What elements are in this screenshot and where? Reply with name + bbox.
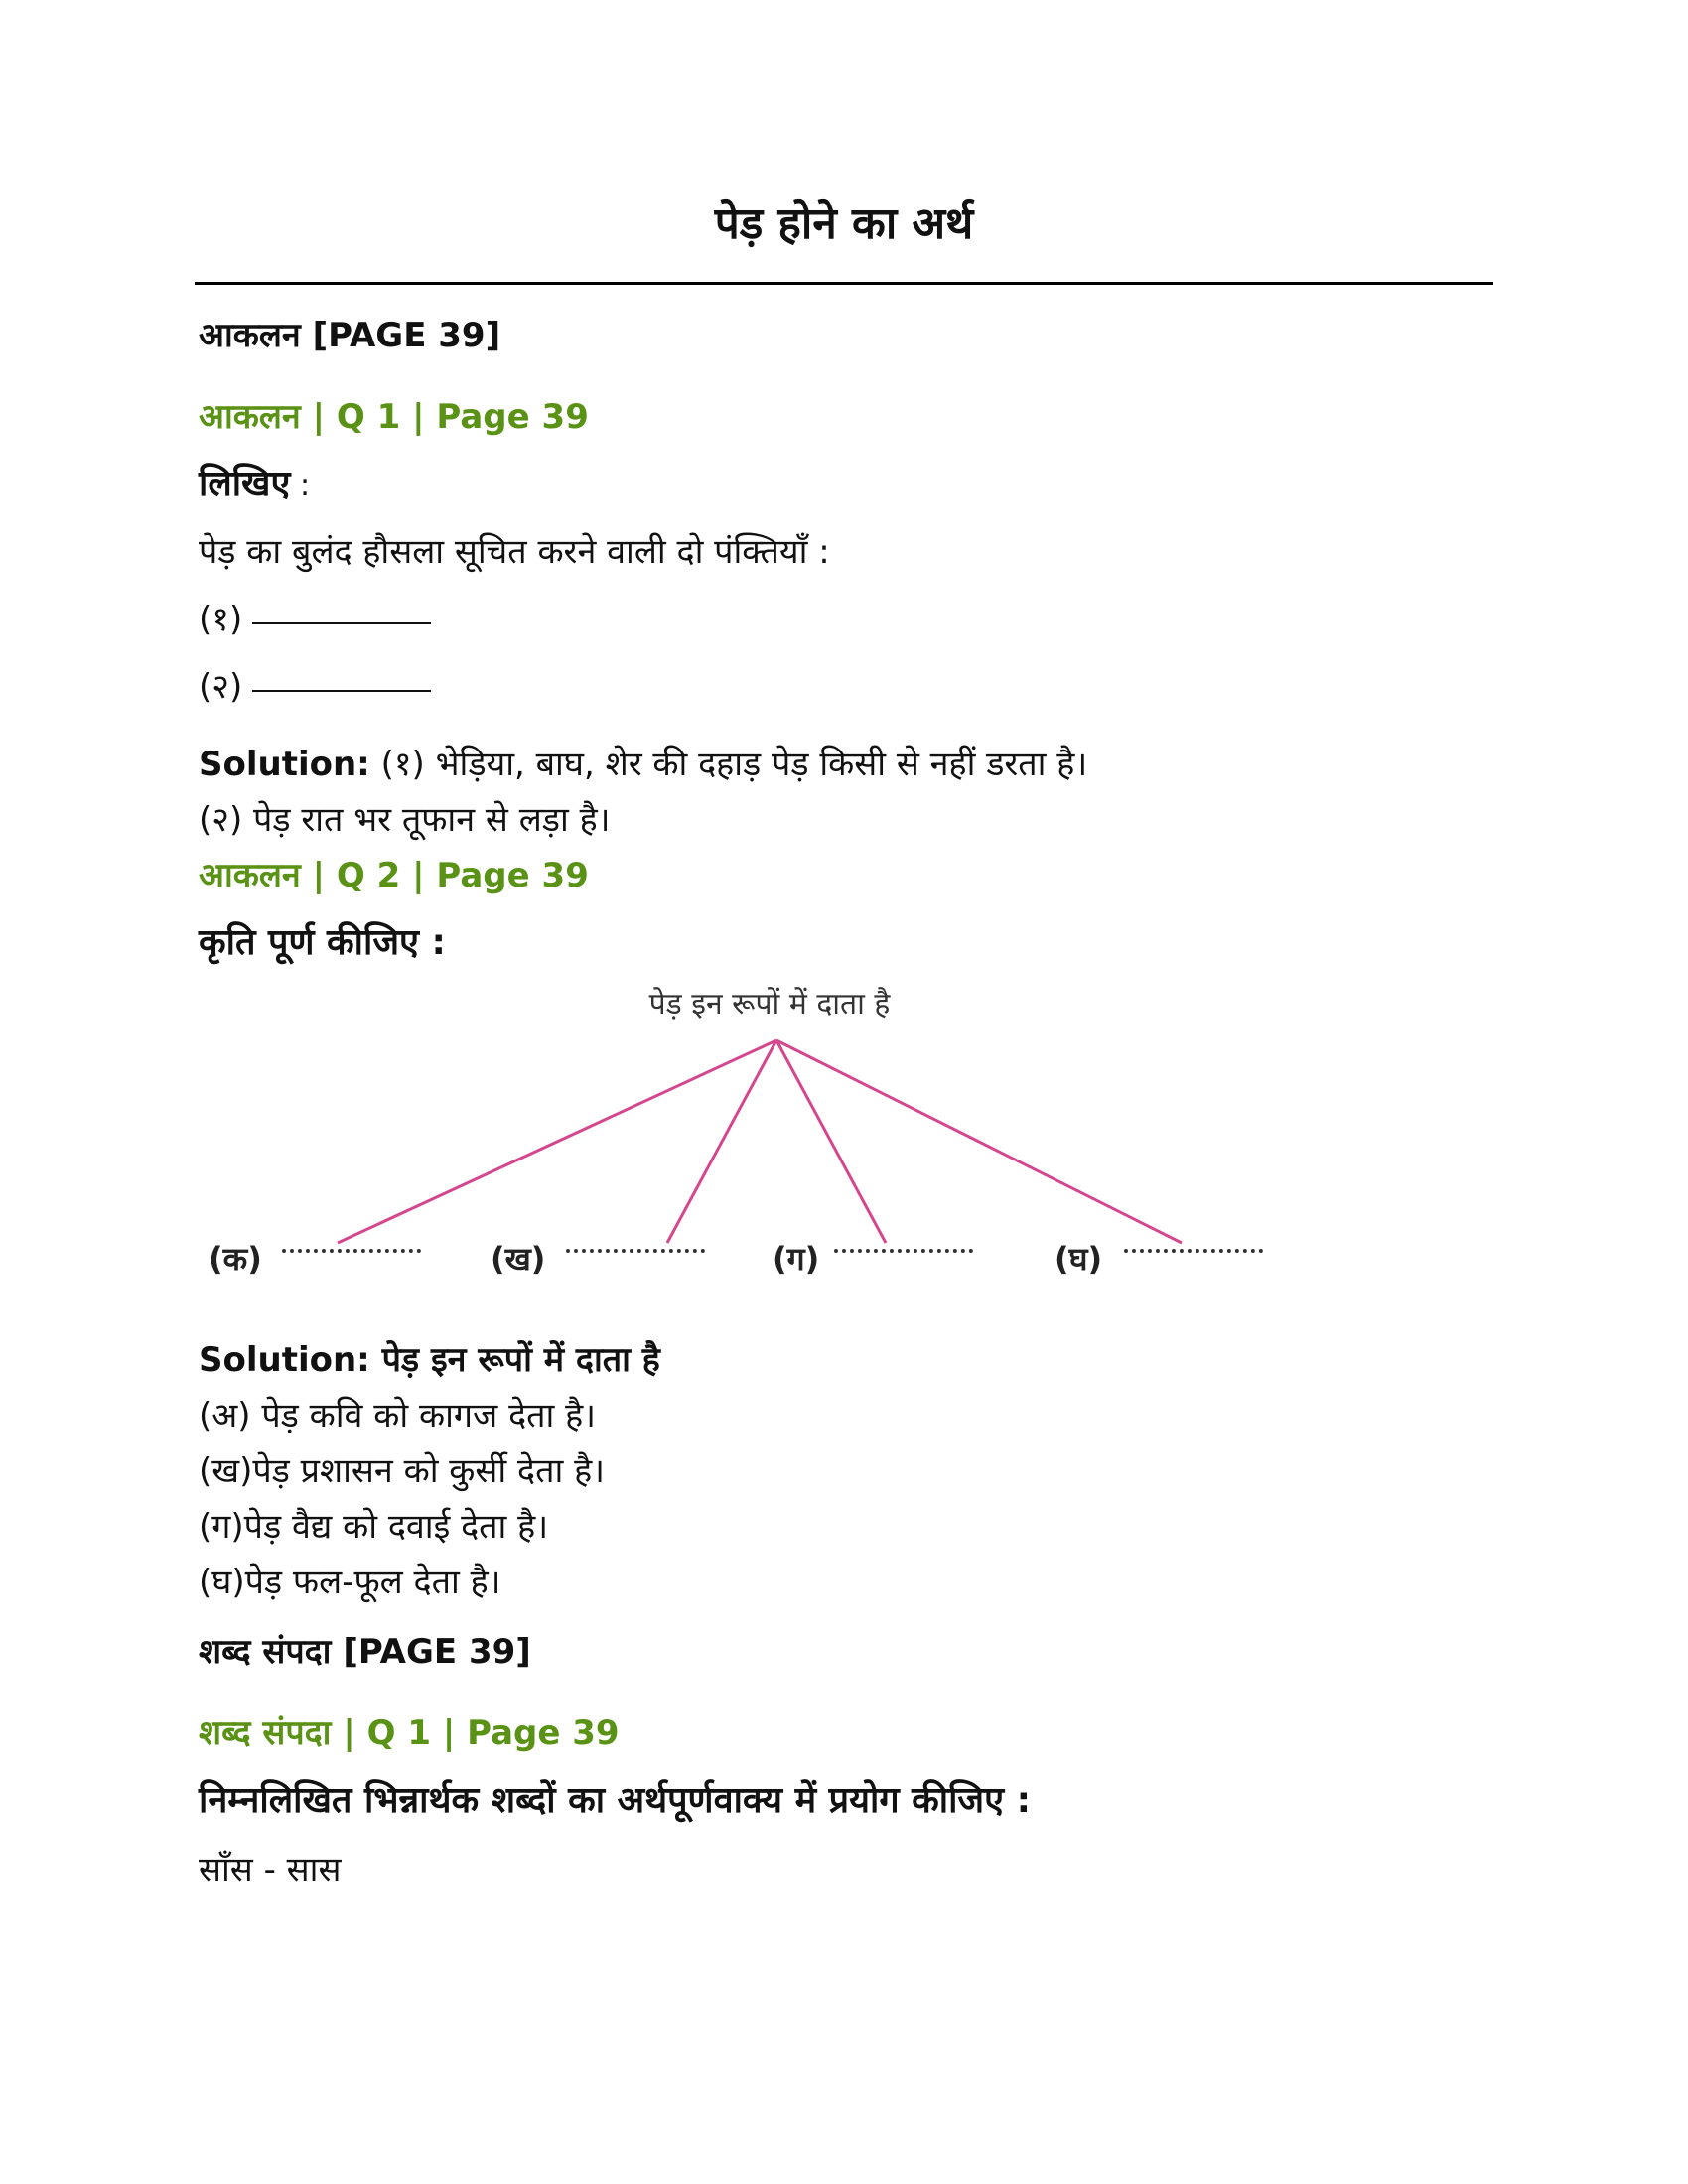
solution-line-2: (२) पेड़ रात भर तूफान से लड़ा है। [199, 800, 611, 840]
blank-label: (२) [199, 667, 243, 707]
question-header[interactable]: शब्द संपदा | Q 1 | Page 39 [199, 1713, 620, 1753]
question-instruction: कृति पूर्ण कीजिए : [199, 922, 446, 963]
title-divider [195, 282, 1493, 285]
answer-blank-1 [199, 596, 431, 643]
section-page: [PAGE 39] [343, 1632, 531, 1672]
section-name: शब्द संपदा [199, 1632, 332, 1672]
solution-heading [199, 1336, 660, 1384]
section-page: [PAGE 39] [312, 316, 501, 355]
question-instruction [199, 461, 310, 510]
instruction-text: लिखिए [199, 464, 291, 504]
solution-text: (१) भेड़िया, बाघ, शेर की दहाड़ पेड़ किसी से नहीं डरता है। [369, 745, 1088, 784]
answer-line: (घ)पेड़ फल-फूल देता है। [199, 1563, 501, 1602]
answer-line: (ख)पेड़ प्रशासन को कुर्सी देता है। [199, 1451, 606, 1491]
blank-line [252, 690, 431, 692]
solution-label: Solution: [199, 1340, 370, 1380]
diagram-center-label: पेड़ इन रूपों में दाता है [648, 987, 891, 1022]
branch-line-ga [776, 1040, 886, 1243]
branch-line-gha [776, 1040, 1182, 1243]
branch-blank-gha [1124, 1249, 1263, 1253]
branch-label-kha: (ख) [491, 1240, 546, 1278]
section-heading-aakalan [199, 312, 500, 359]
question-prompt: पेड़ का बुलंद हौसला सूचित करने वाली दो पंक्तियाँ : [199, 532, 830, 572]
section-name: आकलन [199, 316, 301, 355]
branch-blank-ka [282, 1249, 421, 1253]
branch-label-gha: (घ) [1055, 1240, 1103, 1278]
instruction-colon: : [290, 469, 311, 503]
blank-line [252, 622, 431, 624]
solution-label: Solution: [199, 745, 370, 784]
branch-line-kha [667, 1040, 776, 1243]
blank-label: (१) [199, 600, 243, 639]
question-instruction: निम्नलिखित भिन्नार्थक शब्दों का अर्थपूर्णवाक्य में प्रयोग कीजिए : [199, 1780, 1031, 1821]
question-header[interactable]: आकलन | Q 2 | Page 39 [199, 856, 589, 895]
question-header[interactable]: आकलन | Q 1 | Page 39 [199, 397, 589, 437]
diagram-lines [199, 983, 1311, 1310]
solution-heading-text: पेड़ इन रूपों में दाता है [369, 1340, 660, 1380]
branch-label-ga: (ग) [773, 1240, 820, 1278]
branch-label-ka: (क) [209, 1240, 262, 1278]
page-title: पेड़ होने का अर्थ [714, 199, 974, 249]
answer-line: (ग)पेड़ वैद्य को दवाई देता है। [199, 1507, 549, 1547]
answer-blank-2 [199, 663, 431, 711]
word-pair: साँस - सास [199, 1850, 342, 1890]
section-heading-shabd-sampada [199, 1628, 531, 1676]
branch-blank-kha [566, 1249, 705, 1253]
solution-line-1 [199, 741, 1087, 788]
answer-line: (अ) पेड़ कवि को कागज देता है। [199, 1396, 597, 1435]
branch-diagram [199, 983, 1311, 1310]
branch-blank-ga [834, 1249, 973, 1253]
branch-line-ka [338, 1040, 776, 1243]
